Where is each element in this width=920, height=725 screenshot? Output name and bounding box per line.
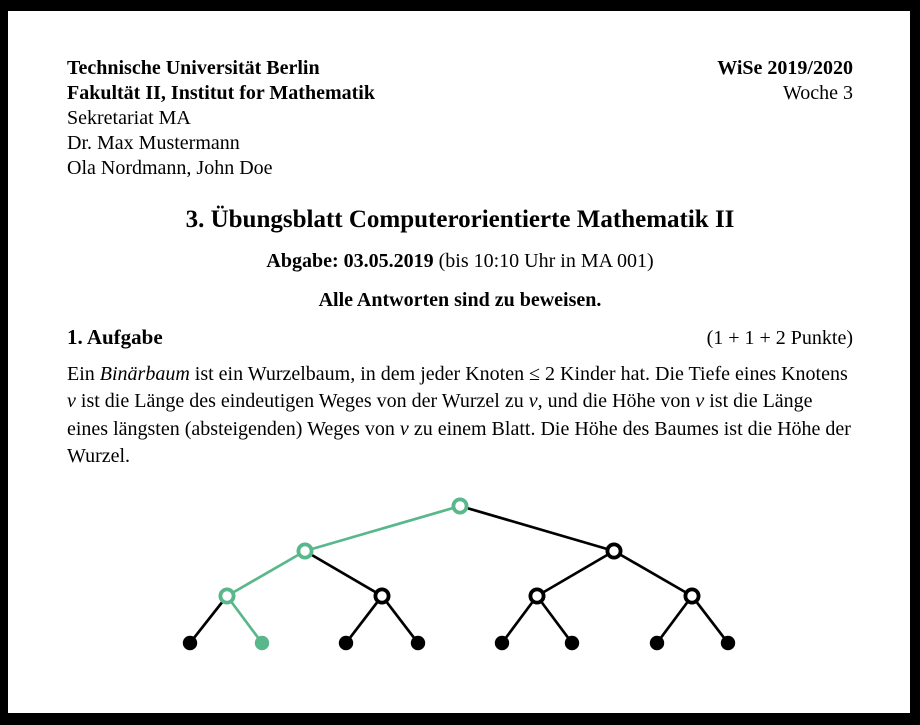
- semester-label: WiSe 2019/2020: [717, 57, 853, 79]
- page-content: [8, 11, 910, 471]
- tree-edge-n2a-leaf1: [190, 596, 227, 643]
- tree-edge-n1L-n2b: [305, 551, 382, 596]
- italic-term: v: [528, 390, 538, 413]
- tree-node-leaf5: [495, 636, 509, 650]
- lecturer-name: Dr. Max Mustermann: [67, 132, 240, 154]
- tree-edge-root-n1L: [305, 506, 460, 551]
- italic-term: v: [67, 390, 76, 413]
- tree-node-root: [453, 499, 466, 512]
- header-right-block: [717, 56, 853, 181]
- body-text-segment: zu einem Blatt. Die Höhe des Baumes ist die Höhe der Wurzel.: [67, 417, 851, 468]
- italic-term: v: [399, 417, 409, 440]
- italic-term: Binärbaum: [99, 363, 190, 385]
- submission-deadline: Abgabe: 03.05.2019: [266, 250, 434, 272]
- tree-node-n2c: [530, 589, 543, 602]
- tree-node-leaf2: [255, 636, 269, 650]
- secretariat-line: Sekretariat MA: [67, 107, 191, 129]
- tree-node-n2b: [375, 589, 388, 602]
- body-text-segment: ist die Länge eines längsten (absteigenden) Weges von: [67, 390, 813, 440]
- header-left-block: [67, 56, 375, 181]
- exercise-number: 1. Aufgabe: [67, 325, 163, 349]
- tree-edge-n1R-n2c: [537, 551, 614, 596]
- tree-node-n1R: [607, 544, 620, 557]
- exercise-header-row: [67, 325, 853, 351]
- tree-node-leaf1: [183, 636, 197, 650]
- tree-edge-n2b-leaf4: [382, 596, 418, 643]
- tree-node-leaf7: [650, 636, 664, 650]
- tree-node-leaf4: [411, 636, 425, 650]
- week-label: Woche 3: [782, 82, 853, 104]
- exercise-body: [67, 361, 853, 471]
- tree-edge-n2d-leaf7: [657, 596, 692, 643]
- assistant-names: Ola Nordmann, John Doe: [67, 157, 273, 179]
- proof-notice: Alle Antworten sind zu beweisen.: [318, 289, 602, 311]
- tree-edge-n2d-leaf8: [692, 596, 728, 643]
- body-text-segment: ist die Länge des eindeutigen Weges von der Wurzel zu: [75, 390, 529, 413]
- tree-edge-n2b-leaf3: [346, 596, 382, 643]
- faculty-name: Fakultät II, Institut for Mathematik: [67, 82, 375, 104]
- tree-edge-n1R-n2d: [614, 551, 692, 596]
- tree-node-leaf6: [565, 636, 579, 650]
- institution-name: Technische Universität Berlin: [67, 57, 320, 79]
- document-header: [67, 56, 853, 181]
- tree-node-n2a: [220, 589, 233, 602]
- tree-edge-n2c-leaf6: [537, 596, 572, 643]
- tree-edge-n1L-n2a: [227, 551, 305, 596]
- tree-node-leaf8: [721, 636, 735, 650]
- tree-edge-root-n1R: [460, 506, 614, 551]
- tree-edge-n2a-leaf2: [227, 596, 262, 643]
- body-text-segment: , und die Höhe von: [537, 390, 696, 413]
- tree-edge-n2c-leaf5: [502, 596, 537, 643]
- tree-node-n2d: [685, 589, 698, 602]
- exercise-points: (1 + 1 + 2 Punkte): [706, 327, 853, 349]
- tree-node-leaf3: [339, 636, 353, 650]
- body-text-segment: ist ein Wurzelbaum, in dem jeder Knoten ≤ 2 Kinder hat. Die Tiefe eines Knotens: [189, 363, 848, 385]
- submission-details: (bis 10:10 Uhr in MA 001): [433, 250, 654, 272]
- sheet-title: 3. Übungsblatt Computerorientierte Mathematik II: [185, 206, 735, 233]
- body-text-segment: Ein: [67, 363, 100, 385]
- italic-term: v: [695, 390, 705, 413]
- submission-line: [67, 249, 853, 274]
- tree-node-n1L: [298, 544, 311, 557]
